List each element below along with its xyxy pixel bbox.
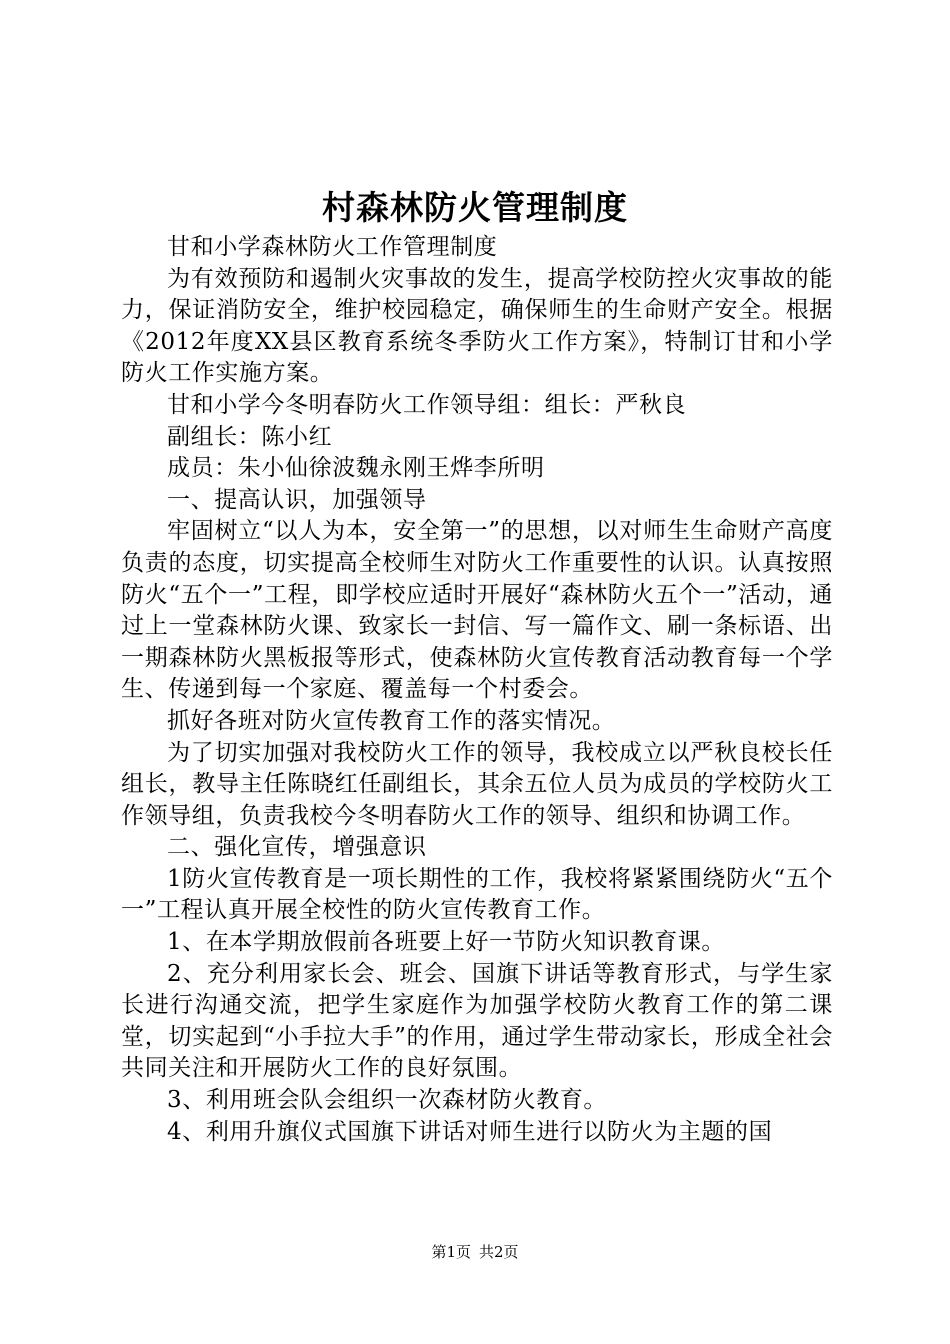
page-title: 村森林防火管理制度 xyxy=(322,188,628,227)
page-number: 第1页 xyxy=(431,1243,471,1261)
paragraph: 为了切实加强对我校防火工作的领导，我校成立以严秋良校长任组长，教导主任陈晓红任副组长，其余五位人员为成员的学校防火工作领导组，负责我校今冬明春防火工作的领导、组织和协调工作。 xyxy=(121,739,833,829)
page-footer xyxy=(0,1242,950,1262)
list-item: 3、利用班会队会组织一次森材防火教育。 xyxy=(167,1087,608,1114)
page-total: 共2页 xyxy=(479,1243,519,1261)
paragraph: 副组长：陈小红 xyxy=(167,423,333,450)
paragraph: 为有效预防和遏制火灾事故的发生，提高学校防控火灾事故的能力，保证消防安全，维护校园稳定，确保师生的生命财产安全。根据《2012年度XX县区教育系统冬季防火工作方案》，特制订甘和小学防火工作实施方案。 xyxy=(121,265,833,387)
paragraph: 成员：朱小仙徐波魏永刚王烨李所明 xyxy=(167,455,545,482)
paragraph: 甘和小学今冬明春防火工作领导组：组长：严秋良 xyxy=(167,391,687,418)
list-item: 2、充分利用家长会、班会、国旗下讲话等教育形式，与学生家长进行沟通交流，把学生家庭作为加强学校防火教育工作的第二课堂，切实起到“小手拉大手”的作用，通过学生带动家长，形成全社会共同关注和开展防火工作的良好氛围。 xyxy=(121,960,833,1082)
paragraph: 1防火宣传教育是一项长期性的工作，我校将紧紧围绕防火“五个一”工程认真开展全校性的防火宣传教育工作。 xyxy=(121,865,833,924)
section-heading: 二、强化宣传，增强意识 xyxy=(167,834,427,861)
paragraph: 抓好各班对防火宣传教育工作的落实情况。 xyxy=(167,707,616,734)
section-heading: 一、提高认识，加强领导 xyxy=(167,486,427,513)
paragraph: 甘和小学森林防火工作管理制度 xyxy=(167,234,498,260)
list-item: 1、在本学期放假前各班要上好一节防火知识教育课。 xyxy=(167,929,726,956)
document-body xyxy=(121,232,833,1148)
list-item: 4、利用升旗仪式国旗下讲话对师生进行以防火为主题的国 xyxy=(167,1118,773,1145)
paragraph: 牢固树立“以人为本，安全第一”的思想，以对师生生命财产高度负责的态度，切实提高全校师生对防火工作重要性的认识。认真按照防火“五个一”工程，即学校应适时开展好“森林防火五个一”活动，通过上一堂森林防火课、致家长一封信、写一篇作文、刷一条标语、出一期森林防火黑板报等形式，使森林防火宣传教育活动教育每一个学生、传递到每一个家庭、覆盖每一个村委会。 xyxy=(121,518,833,703)
